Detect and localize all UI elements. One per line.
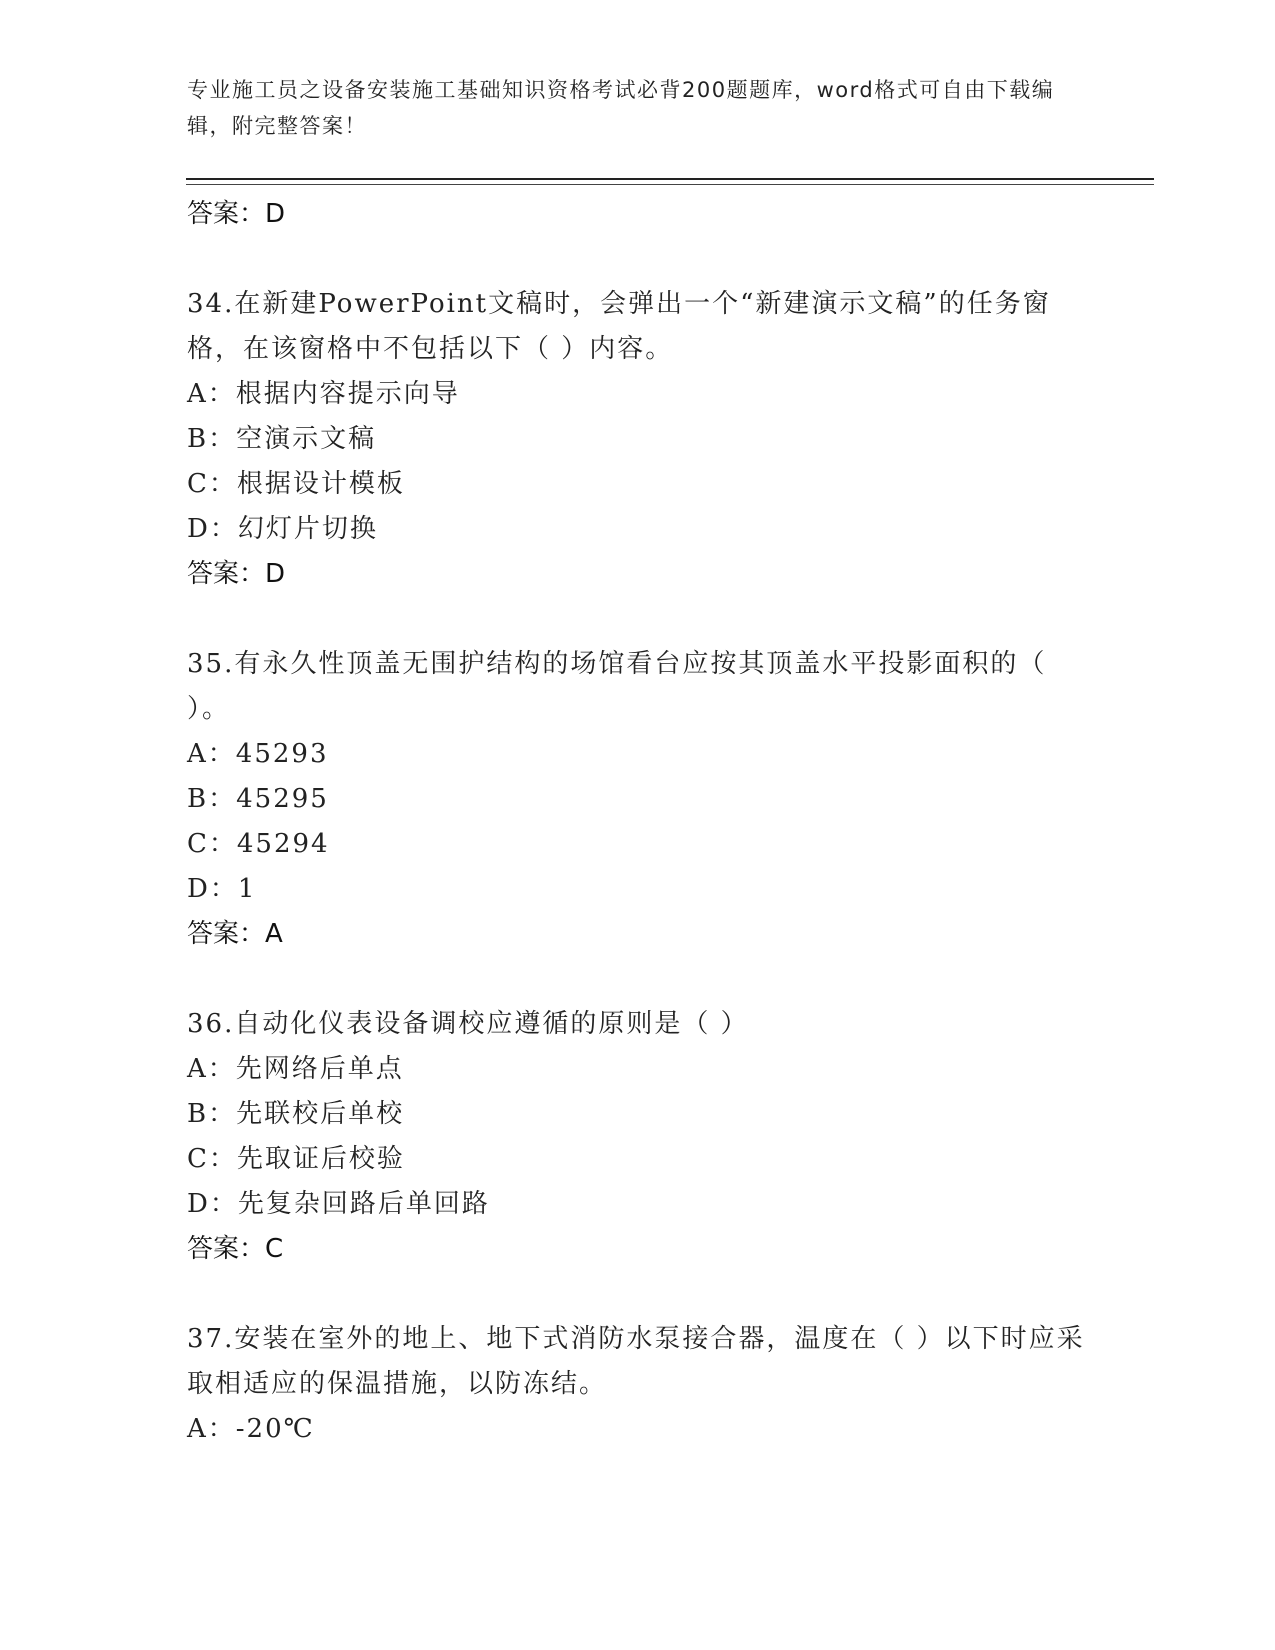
spacer (187, 597, 1087, 642)
question-37-text: 37.安装在室外的地上、地下式消防水泵接合器，温度在（ ）以下时应采取相适应的保温措施，以防冻结。 (187, 1324, 1085, 1399)
answer-label: 答案： (187, 1234, 266, 1264)
spacer (187, 237, 1087, 282)
question-36-option-c: C：先取证后校验 (187, 1144, 405, 1174)
document-body (187, 192, 1087, 1452)
question-34-option-a: A：根据内容提示向导 (187, 379, 460, 409)
spacer (187, 957, 1087, 1002)
answer-label: 答案： (187, 559, 266, 589)
answer-value: C (265, 1234, 284, 1264)
question-34-option-c: C：根据设计模板 (187, 469, 405, 499)
spacer (187, 1272, 1087, 1317)
question-36-option-b: B：先联校后单校 (187, 1099, 405, 1129)
question-35-option-a: A：45293 (187, 739, 329, 769)
question-36-answer (187, 1227, 1087, 1272)
answer-value: D (265, 199, 286, 229)
answer-line (187, 192, 1087, 237)
question-36-text: 36.自动化仪表设备调校应遵循的原则是（ ） (187, 1009, 749, 1039)
question-35-option-d: D：1 (187, 874, 257, 904)
question-37-option-a: A：-20℃ (187, 1414, 315, 1444)
question-34-text: 34.在新建PowerPoint文稿时，会弹出一个“新建演示文稿”的任务窗格，在该窗格中不包括以下（ ）内容。 (187, 289, 1051, 364)
question-34-answer (187, 552, 1087, 597)
question-35-text: 35.有永久性顶盖无围护结构的场馆看台应按其顶盖水平投影面积的（ ）。 (187, 649, 1047, 724)
question-35-option-b: B：45295 (187, 784, 329, 814)
question-34-option-b: B：空演示文稿 (187, 424, 377, 454)
question-34-option-d: D：幻灯片切换 (187, 514, 378, 544)
answer-value: D (265, 559, 286, 589)
question-35-option-c: C：45294 (187, 829, 330, 859)
header-divider-thin (186, 184, 1154, 185)
header-divider-thick (186, 178, 1154, 180)
document-header: 专业施工员之设备安装施工基础知识资格考试必背200题题库，word格式可自由下载编辑，附完整答案！ (187, 78, 1055, 138)
answer-label: 答案： (187, 199, 266, 229)
question-36-option-a: A：先网络后单点 (187, 1054, 404, 1084)
question-36-option-d: D：先复杂回路后单回路 (187, 1189, 490, 1219)
answer-value: A (265, 919, 283, 949)
question-35-answer (187, 912, 1087, 957)
answer-label: 答案： (187, 919, 266, 949)
